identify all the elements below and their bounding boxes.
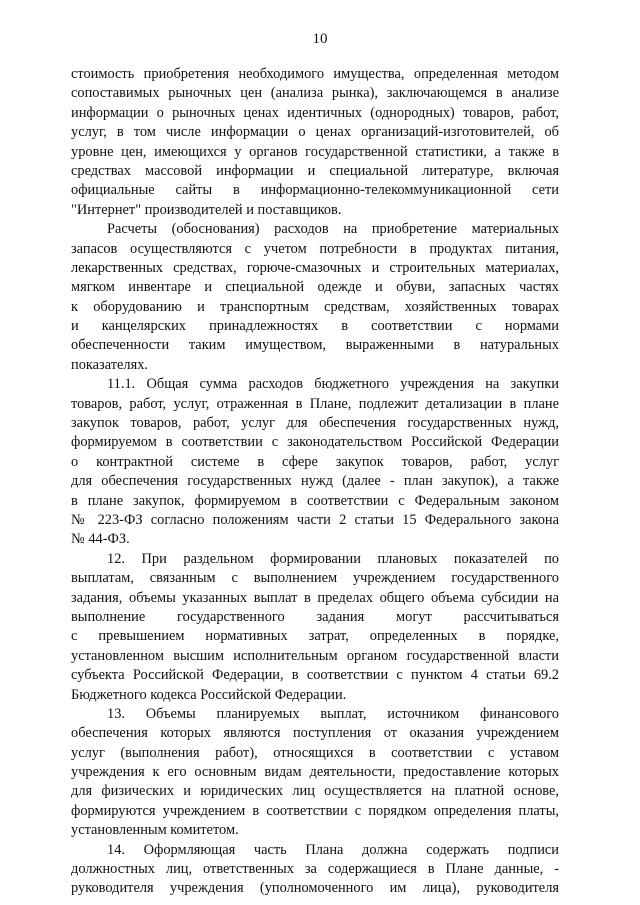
text-line: стоимость приобретения необходимого имущества, определенная методом — [71, 66, 559, 82]
text-line: обеспеченности таким имуществом, выраженными в натуральных — [71, 337, 559, 354]
paragraph — [71, 550, 559, 705]
text-line: Расчеты (обоснования) расходов на приобретение материальных — [107, 221, 559, 238]
text-line: 14. Оформляющая часть Плана должна содержать подписи — [107, 841, 559, 858]
text-line: 13. Объемы планируемых выплат, источником финансового — [107, 705, 559, 722]
paragraph — [71, 841, 559, 899]
text-line: и канцелярских принадлежностях в соответствии с нормами — [71, 318, 559, 335]
text-line: средствах массовой информации и специальной литературе, включая — [71, 162, 559, 179]
text-line: № 223-ФЗ согласно положениям части 2 статьи 15 Федерального закона — [71, 511, 559, 528]
text-line: для обеспечения государственных нужд (далее - план закупок), а также — [71, 473, 559, 490]
text-line: установленном высшим исполнительным органом государственной власти — [71, 647, 559, 664]
text-line: формируемом в соответствии с законодательством Российской Федерации — [71, 434, 559, 451]
text-line: показателях. — [71, 356, 149, 373]
text-line: услуг (выполнения работ), относящихся в соответствии с уставом — [71, 744, 559, 761]
text-line: формируются учреждением в соответствии с порядком определения платы, — [71, 802, 559, 819]
paragraph — [71, 65, 559, 220]
text-line: информации о рыночных ценах идентичных (однородных) товаров, работ, — [71, 104, 559, 121]
text-line: учреждения к его основным видам деятельности, предоставление которых — [71, 764, 559, 781]
text-line: 11.1. Общая сумма расходов бюджетного учреждения на закупки — [107, 376, 559, 393]
text-line: мягком инвентаре и специальной одежде и обуви, запасных частях — [71, 279, 559, 296]
text-line: с превышением нормативных затрат, определенных в порядке, — [71, 628, 559, 645]
text-line: 12. При раздельном формировании плановых показателей по — [107, 550, 559, 567]
text-line: субъекта Российской Федерации, в соответствии с пунктом 4 статьи 69.2 — [71, 667, 559, 684]
text-line: лекарственных средствах, горюче-смазочных и строительных материалах, — [71, 259, 559, 276]
text-line: № 44-ФЗ. — [71, 531, 130, 548]
text-line: к оборудованию и транспортным средствам, хозяйственных товарах — [71, 298, 559, 315]
text-line: уровне цен, имеющихся у органов государственной статистики, а также в — [71, 143, 559, 160]
text-line: в плане закупок, формируемом в соответствии с Федеральным законом — [71, 492, 559, 509]
paragraph — [71, 220, 559, 375]
text-line: обеспечения которых являются поступления от оказания учреждением — [71, 725, 559, 742]
text-line: задания, объемы указанных выплат в пределах общего объема субсидии на — [71, 589, 559, 606]
text-line: установленным комитетом. — [71, 822, 239, 839]
text-line: Бюджетного кодекса Российской Федерации. — [71, 686, 347, 703]
paragraph — [71, 375, 559, 550]
paragraph — [71, 705, 559, 841]
text-line: запасов осуществляются с учетом потребности в продуктах питания, — [71, 240, 559, 257]
text-line: выплатам, связанным с выполнением учреждением государственного — [71, 570, 559, 587]
text-line: выполнение государственного задания могут рассчитываться — [71, 608, 559, 625]
page-number: 10 — [312, 31, 328, 47]
text-line: закупок товаров, работ, услуг для обеспечения государственных нужд, — [71, 415, 559, 432]
text-line: товаров, работ, услуг, отраженная в Плане, подлежит детализации в плане — [71, 395, 559, 412]
text-line: должностных лиц, ответственных за содержащиеся в Плане данные, - — [71, 861, 559, 878]
document-body — [71, 65, 559, 899]
text-line: сопоставимых рыночных цен (анализа рынка), заключающемся в анализе — [71, 85, 559, 102]
text-line: официальные сайты в информационно-телекоммуникационной сети — [71, 182, 559, 199]
text-line: руководителя учреждения (уполномоченного им лица), руководителя — [71, 880, 559, 897]
text-line: услуг, в том числе информации о ценах организаций-изготовителей, об — [71, 124, 559, 141]
text-line: о контрактной системе в сфере закупок товаров, работ, услуг — [71, 453, 559, 470]
text-line: "Интернет" производителей и поставщиков. — [71, 201, 342, 218]
text-line: для физических и юридических лиц осуществляется на платной основе, — [71, 783, 559, 800]
